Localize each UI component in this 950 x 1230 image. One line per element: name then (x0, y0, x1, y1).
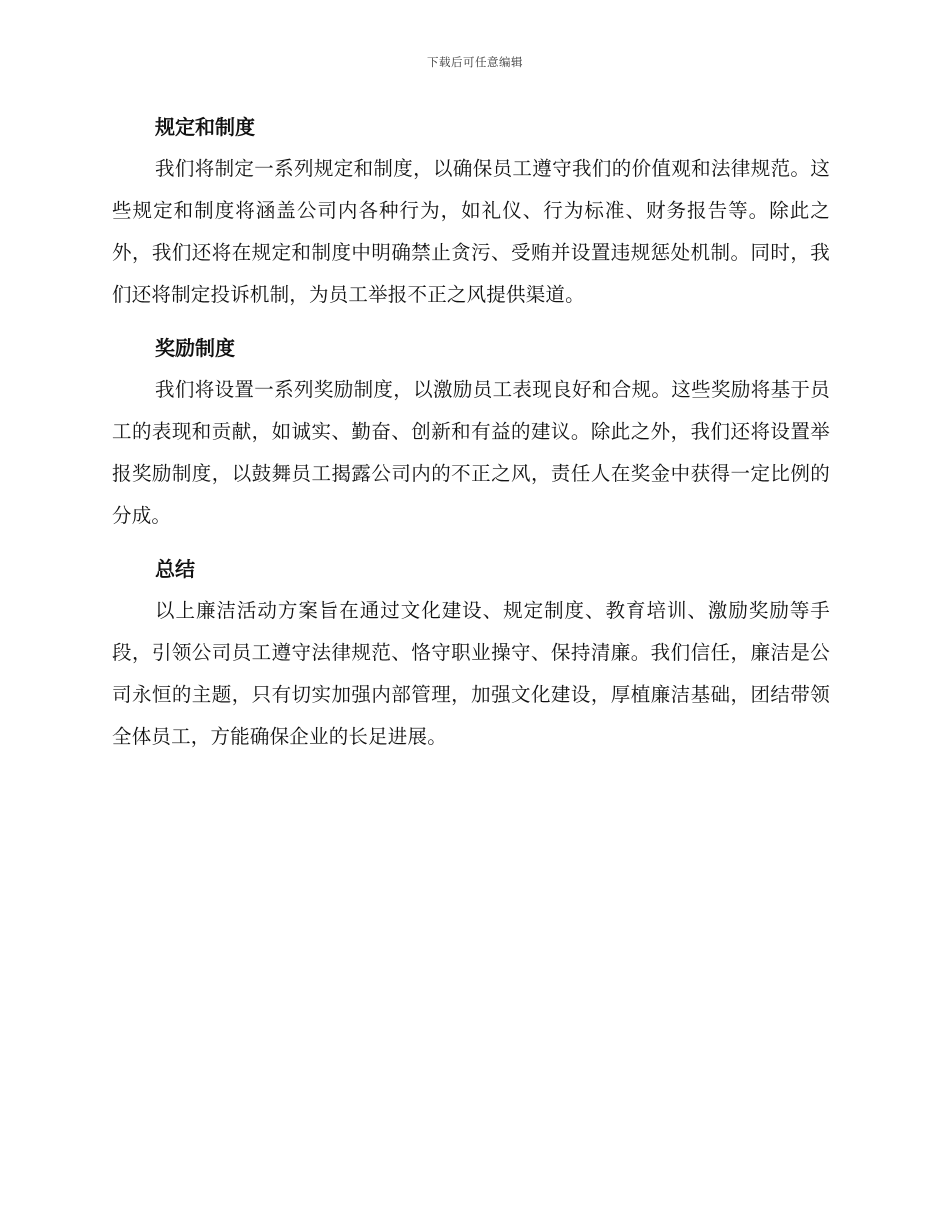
section-paragraph: 我们将设置一系列奖励制度，以激励员工表现良好和合规。这些奖励将基于员工的表现和贡献，如诚实、勤奋、创新和有益的建议。除此之外，我们还将设置举报奖励制度，以鼓舞员工揭露公司内的不正之风，责任人在奖金中获得一定比例的分成。 (112, 378, 830, 527)
section-paragraph: 以上廉洁活动方案旨在通过文化建设、规定制度、教育培训、激励奖励等手段，引领公司员工遵守法律规范、恪守职业操守、保持清廉。我们信任，廉洁是公司永恒的主题，只有切实加强内部管理，加强文化建设，厚植廉洁基础，团结带领全体员工，方能确保企业的长足进展。 (112, 599, 830, 748)
section-summary (112, 548, 830, 758)
document-body (112, 106, 830, 769)
section-regulations (112, 106, 830, 316)
section-paragraph: 我们将制定一系列规定和制度，以确保员工遵守我们的价值观和法律规范。这些规定和制度将涵盖公司内各种行为，如礼仪、行为标准、财务报告等。除此之外，我们还将在规定和制度中明确禁止贪污、受贿并设置违规惩处机制。同时，我们还将制定投诉机制，为员工举报不正之风提供渠道。 (112, 157, 830, 306)
section-heading: 规定和制度 (155, 115, 255, 139)
section-heading: 总结 (155, 557, 195, 581)
page-header-note: 下载后可任意编辑 (427, 55, 523, 69)
section-heading: 奖励制度 (155, 336, 235, 360)
section-rewards (112, 327, 830, 537)
